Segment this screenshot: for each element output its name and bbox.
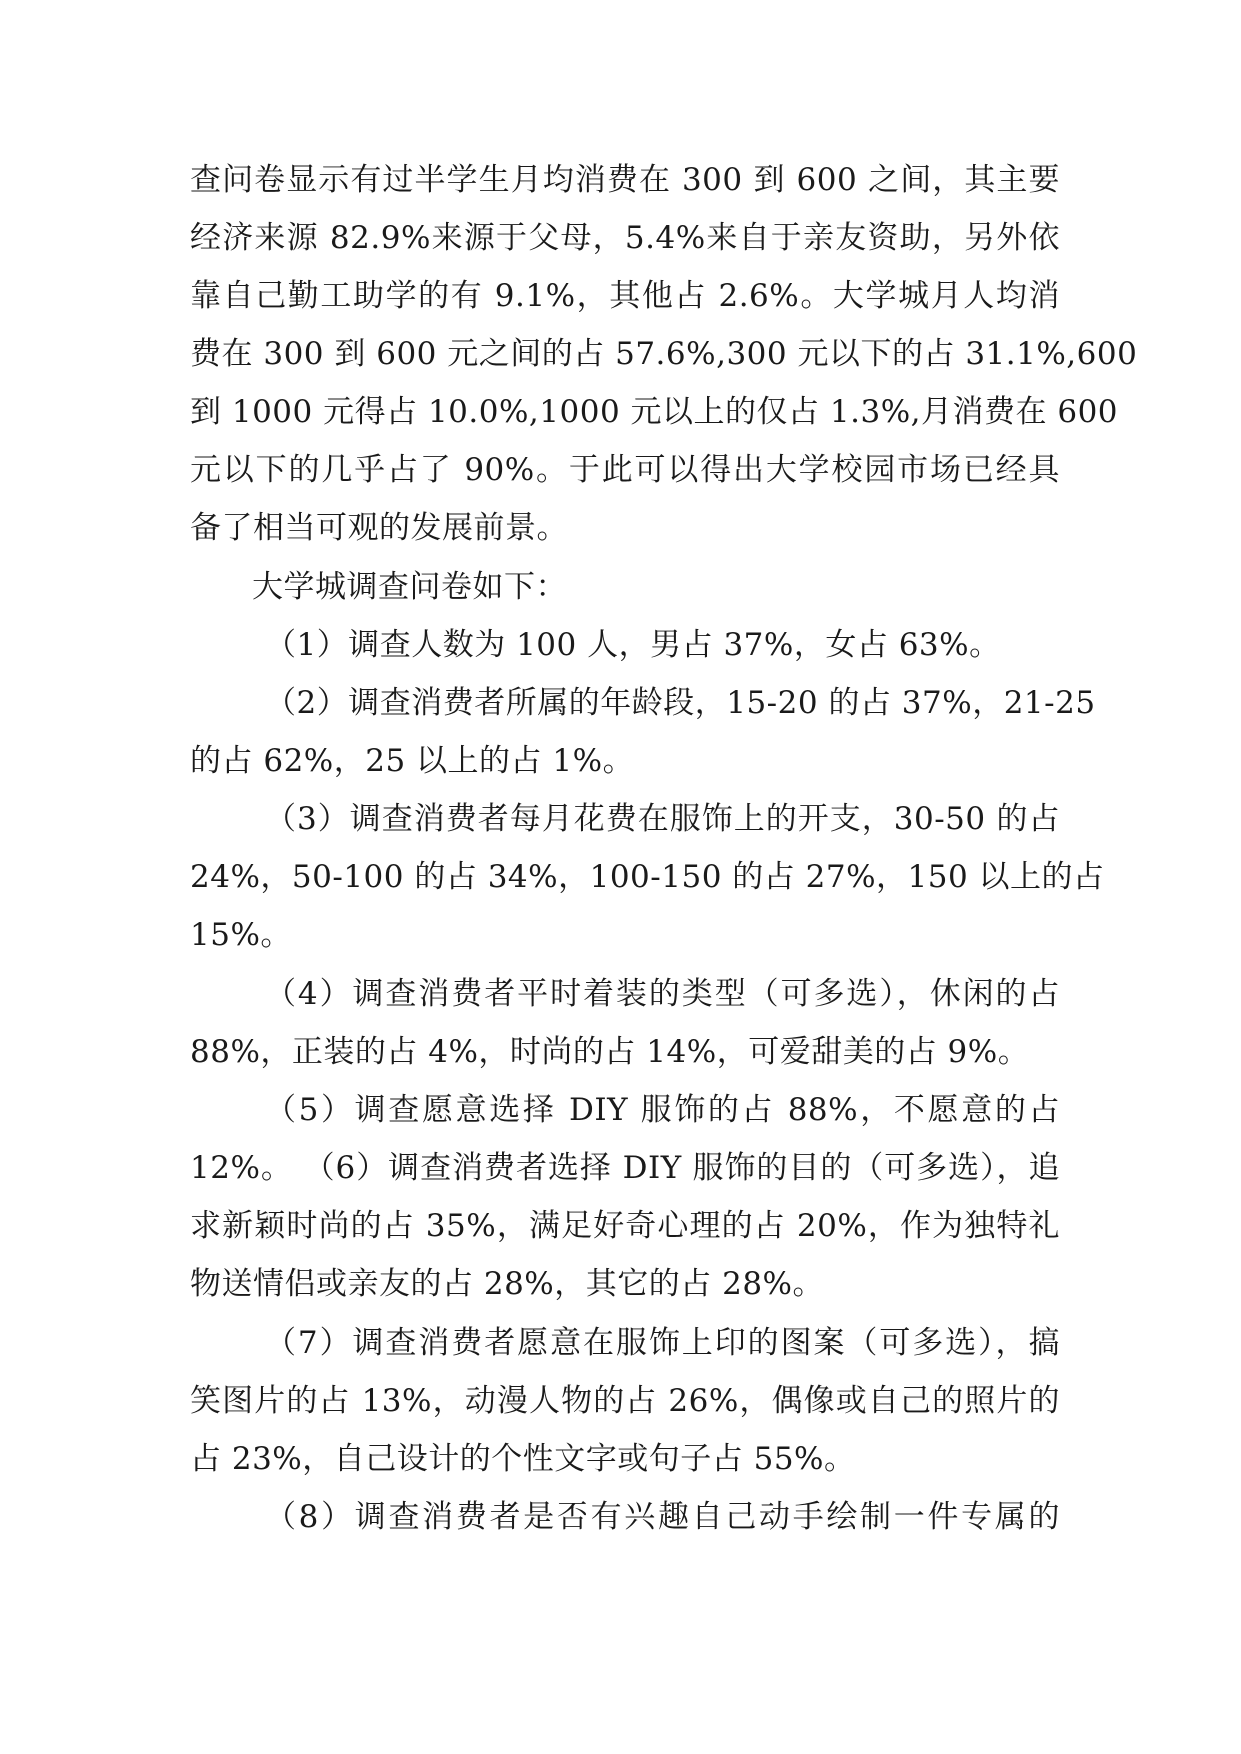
survey-item-2-line-1: （2）调查消费者所属的年龄段，15-20 的占 37%，21-25 xyxy=(265,685,1096,721)
survey-item-6-line-1: 12%。 （6）调查消费者选择 DIY 服饰的目的（可多选），追 xyxy=(190,1150,1060,1186)
text-line-3: 靠自己勤工助学的有 9.1%，其他占 2.6%。大学城月人均消 xyxy=(190,278,1060,314)
text-line-2: 经济来源 82.9%来源于父母，5.4%来自于亲友资助，另外依 xyxy=(190,220,1060,256)
survey-item-4-line-2: 88%，正装的占 4%，时尚的占 14%，可爱甜美的占 9%。 xyxy=(190,1034,1030,1070)
survey-item-7-line-2: 笑图片的占 13%，动漫人物的占 26%，偶像或自己的照片的 xyxy=(190,1383,1060,1419)
survey-item-3-line-1: （3）调查消费者每月花费在服饰上的开支，30-50 的占 xyxy=(265,801,1060,837)
text-line-7: 备了相当可观的发展前景。 xyxy=(190,510,568,546)
text-line-5: 到 1000 元得占 10.0%,1000 元以上的仅占 1.3%,月消费在 600 xyxy=(190,394,1119,430)
text-line-6: 元以下的几乎占了 90%。于此可以得出大学校园市场已经具 xyxy=(190,452,1060,488)
survey-item-4-line-1: （4）调查消费者平时着装的类型（可多选），休闲的占 xyxy=(265,976,1060,1012)
text-line-4: 费在 300 到 600 元之间的占 57.6%,300 元以下的占 31.1%,600 xyxy=(190,336,1138,372)
survey-item-7-line-3: 占 23%，自己设计的个性文字或句子占 55%。 xyxy=(190,1441,856,1477)
text-line-1: 查问卷显示有过半学生月均消费在 300 到 600 之间，其主要 xyxy=(190,162,1060,198)
survey-item-8-line-1: （8）调查消费者是否有兴趣自己动手绘制一件专属的 xyxy=(265,1499,1060,1535)
survey-item-3-line-2: 24%，50-100 的占 34%，100-150 的占 27%，150 以上的占 xyxy=(190,859,1105,895)
survey-item-1: （1）调查人数为 100 人，男占 37%，女占 63%。 xyxy=(265,627,1001,663)
survey-item-5-line-1: （5）调查愿意选择 DIY 服饰的占 88%，不愿意的占 xyxy=(265,1092,1060,1128)
survey-item-7-line-1: （7）调查消费者愿意在服饰上印的图案（可多选），搞 xyxy=(265,1325,1060,1361)
survey-item-6-line-2: 求新颖时尚的占 35%，满足好奇心理的占 20%，作为独特礼 xyxy=(190,1208,1060,1244)
section-heading: 大学城调查问卷如下： xyxy=(252,569,567,605)
survey-item-6-line-3: 物送情侣或亲友的占 28%，其它的占 28%。 xyxy=(190,1266,825,1302)
survey-item-2-line-2: 的占 62%，25 以上的占 1%。 xyxy=(190,743,635,779)
survey-item-3-line-3: 15%。 xyxy=(190,917,292,953)
